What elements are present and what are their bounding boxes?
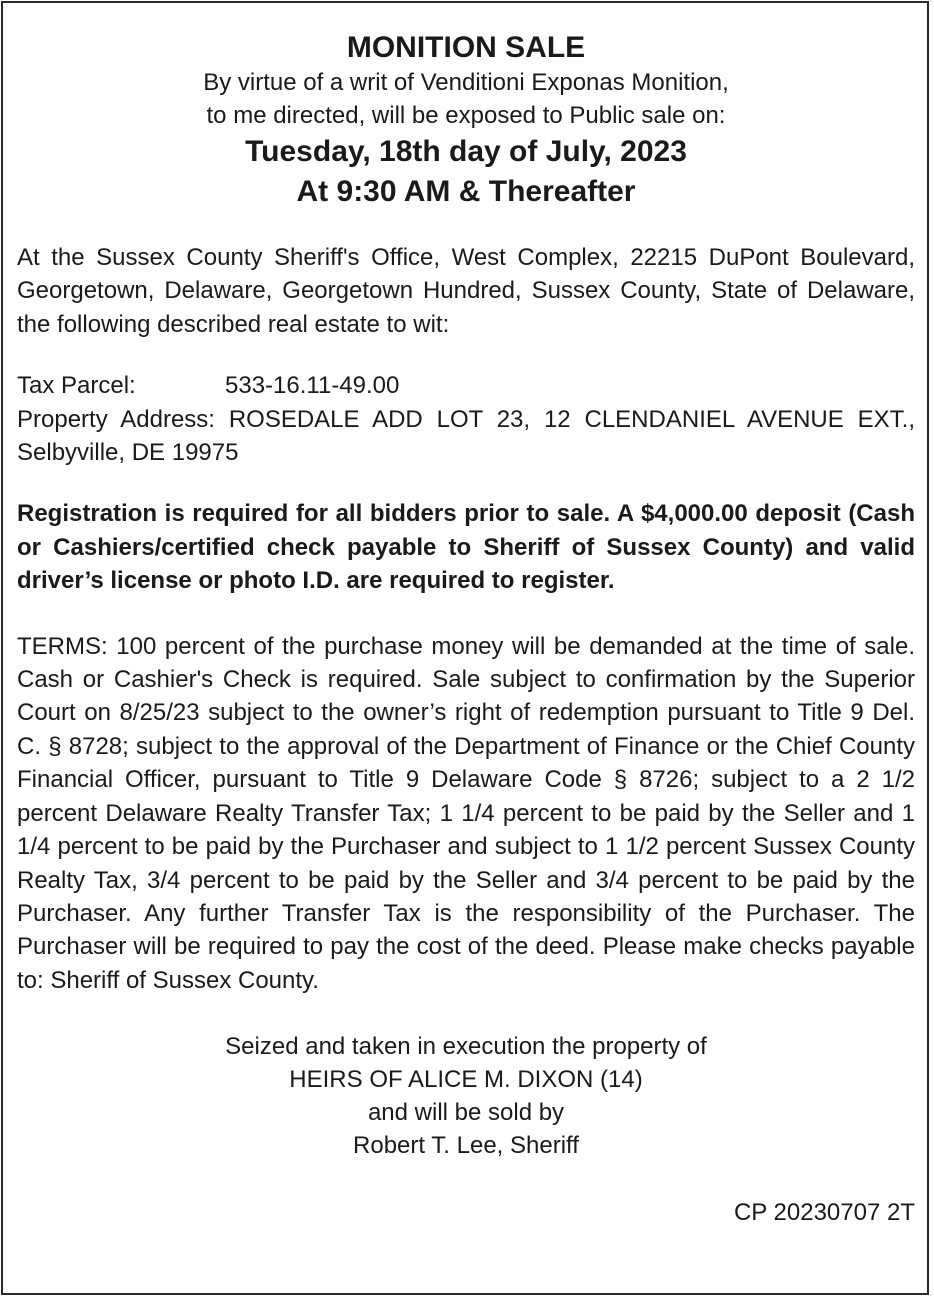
sale-location: At the Sussex County Sheriff's Office, West Complex, 22215 DuPont Boulevard, Georgetown, Delaware, Georgetown Hundred, Sussex County, State of Delaware, the following described real estate to wit:: [17, 244, 915, 338]
property-owner: HEIRS OF ALICE M. DIXON (14): [289, 1066, 643, 1094]
tax-parcel-row: [17, 369, 915, 402]
seized-line-1: Seized and taken in execution the property of: [225, 1033, 707, 1061]
notice-content: [17, 30, 915, 1229]
sale-time: At 9:30 AM & Thereafter: [296, 175, 636, 208]
sale-date: Tuesday, 18th day of July, 2023: [245, 135, 687, 168]
tax-parcel-label: Tax Parcel:: [17, 372, 136, 400]
sheriff-name: Robert T. Lee, Sheriff: [353, 1132, 579, 1160]
seizure-statement: [17, 1030, 915, 1162]
seized-line-3: and will be sold by: [367, 1099, 565, 1127]
registration-requirements: Registration is required for all bidders prior to sale. A $4,000.00 deposit (Cash or Cashiers/certified check payable to Sheriff of Sussex County) and valid driver’s license or photo I.D. are required to register.: [17, 500, 915, 595]
notice-header: [17, 30, 915, 212]
intro-line-1: By virtue of a writ of Venditioni Exponas Monition,: [203, 69, 729, 96]
publication-reference: CP 20230707 2T: [733, 1199, 915, 1227]
property-address: Property Address: ROSEDALE ADD LOT 23, 12 CLENDANIEL AVENUE EXT., Selbyville, DE 19975: [17, 405, 915, 467]
sale-terms: TERMS: 100 percent of the purchase money will be demanded at the time of sale. Cash or Cashier's Check is required. Sale subject to confirmation by the Superior Court on 8/25/23 subject to the owner’s right of redemption pursuant to Title 9 Del. C. § 8728; subject to the approval of the Department of Finance or the Chief County Financial Officer, pursuant to Title 9 Delaware Code § 8726; subject to a 2 1/2 percent Delaware Realty Transfer Tax; 1 1/4 percent to be paid by the Seller and 1 1/4 percent to be paid by the Purchaser and subject to 1 1/2 percent Sussex County Realty Tax, 3/4 percent to be paid by the Seller and 3/4 percent to be paid by the Purchaser. Any further Transfer Tax is the responsibility of the Purchaser. The Purchaser will be required to pay the cost of the deed. Please make checks payable to: Sheriff of Sussex County.: [17, 632, 915, 994]
intro-line-2: to me directed, will be exposed to Public sale on:: [206, 102, 726, 129]
tax-parcel-value: 533-16.11-49.00: [225, 372, 400, 400]
notice-title: MONITION SALE: [346, 31, 586, 64]
